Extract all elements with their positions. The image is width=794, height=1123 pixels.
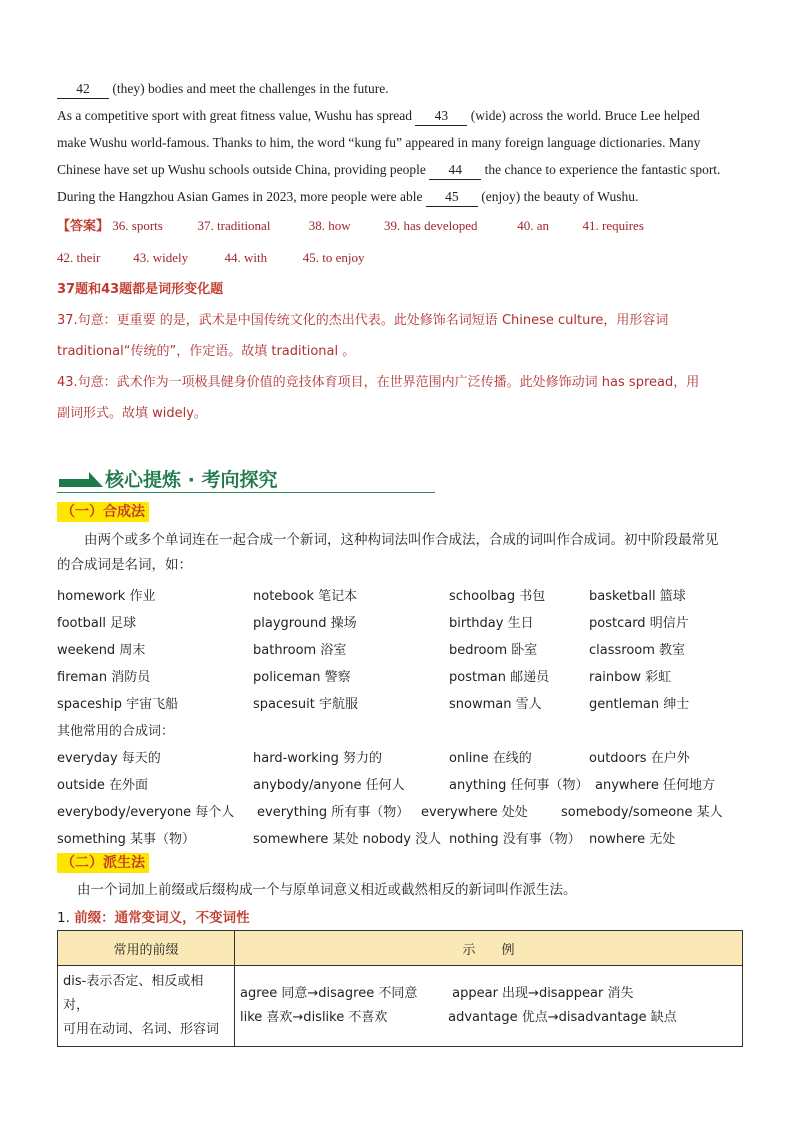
example-item: agree 同意→disagree 不同意	[240, 986, 418, 1001]
example-item: appear 出现→disappear 消失	[452, 986, 634, 1001]
section-triangle-icon	[89, 472, 103, 487]
word-item: nowhere 无处	[589, 832, 676, 847]
word-item: postman 邮递员	[449, 670, 550, 685]
section-header	[57, 462, 435, 493]
part2-intro: 由一个词加上前缀或后缀构成一个与原单词意义相近或截然相反的新词叫作派生法。	[77, 882, 577, 898]
answer-item: 42. their	[57, 250, 101, 265]
prefix-cell	[58, 966, 235, 1047]
word-item: notebook 笔记本	[253, 589, 358, 604]
word-item: everybody/everyone 每个人	[57, 805, 235, 820]
word-item: somewhere 某处 nobody 没人	[253, 832, 442, 847]
answers-label: 【答案】	[57, 218, 110, 233]
part1-intro	[57, 528, 747, 578]
answers-row-1	[57, 217, 747, 235]
word-item: nothing 没有事（物）	[449, 832, 581, 847]
answer-item: 41. requires	[582, 218, 644, 233]
subheading-number: 1.	[57, 910, 70, 926]
answer-item: 36. sports	[112, 218, 163, 233]
grid-row	[57, 585, 747, 612]
grid-row	[57, 720, 747, 747]
note-43-line-2: 副词形式。故填 widely。	[57, 406, 207, 421]
grid-row	[57, 666, 747, 693]
answers-row-2	[57, 249, 747, 267]
grid-row	[57, 612, 747, 639]
word-item: anybody/anyone 任何人	[253, 778, 405, 793]
word-item: everything 所有事（物）	[257, 805, 410, 820]
example-line	[240, 982, 737, 1006]
grid-row	[57, 693, 747, 720]
table-row	[58, 966, 743, 1047]
blank-43: 43	[415, 107, 467, 126]
prefix-table	[57, 930, 743, 1047]
answer-item: 39. has developed	[384, 218, 478, 233]
example-item: advantage 优点→disadvantage 缺点	[448, 1010, 677, 1025]
blank-42: 42	[57, 80, 109, 99]
word-item: somebody/someone 某人	[561, 805, 723, 820]
note-37-line-2: traditional“传统的”，作定语。故填 traditional 。	[57, 344, 356, 359]
other-compounds-label: 其他常用的合成词：	[57, 724, 175, 739]
word-item: football 足球	[57, 616, 137, 631]
word-item: outdoors 在户外	[589, 751, 690, 766]
passage-line-4	[57, 161, 747, 180]
passage-line-2	[57, 107, 747, 126]
passage-text: Chinese have set up Wushu schools outside China, providing people	[57, 162, 426, 177]
word-item: hard-working 努力的	[253, 751, 382, 766]
passage-line-3: make Wushu world-famous. Thanks to him, the word “kung fu” appeared in many foreign language dictionaries. Many	[57, 135, 701, 150]
blank-44: 44	[429, 161, 481, 180]
example-cell	[235, 966, 743, 1047]
word-item: rainbow 彩虹	[589, 670, 672, 685]
word-item: policeman 警察	[253, 670, 351, 685]
word-item: basketball 篮球	[589, 589, 686, 604]
passage-text: During the Hangzhou Asian Games in 2023, more people were able	[57, 189, 423, 204]
note-43-line-1: 43.句意：武术作为一项极具健身价值的竞技体育项目，在世界范围内广泛传播。此处修饰动词 has spread，用	[57, 375, 700, 390]
grid-row	[57, 801, 747, 828]
part2-label: （二）派生法	[57, 853, 149, 873]
table-header-row	[58, 931, 743, 966]
passage-text: (wide) across the world. Bruce Lee helped	[470, 108, 700, 123]
example-line	[240, 1006, 737, 1030]
passage-line-1	[57, 80, 747, 99]
word-item: playground 操场	[253, 616, 357, 631]
prefix-line: dis-表示否定、相反或相对，	[63, 974, 204, 1013]
answer-item: 38. how	[308, 218, 351, 233]
word-item: something 某事（物）	[57, 832, 195, 847]
prefix-line: 可用在动词、名词、形容词	[63, 1022, 220, 1037]
word-item: everywhere 处处	[421, 805, 528, 820]
word-item: bedroom 卧室	[449, 643, 538, 658]
note-37-line-1: 37.句意：更重要 的是，武术是中国传统文化的杰出代表。此处修饰名词短语 Chinese culture，用形容词	[57, 313, 669, 328]
grid-row	[57, 639, 747, 666]
word-item: schoolbag 书包	[449, 589, 546, 604]
word-item: outside 在外面	[57, 778, 149, 793]
word-item: gentleman 绅士	[589, 697, 690, 712]
answer-item: 45. to enjoy	[302, 250, 365, 265]
passage-text: (enjoy) the beauty of Wushu.	[481, 189, 639, 204]
passage-line-5	[57, 188, 747, 207]
word-item: postcard 明信片	[589, 616, 689, 631]
section-bar-icon	[59, 479, 89, 487]
word-item: online 在线的	[449, 751, 532, 766]
section-title: 核心提炼 · 考向探究	[105, 469, 278, 491]
word-item: weekend 周末	[57, 643, 146, 658]
blank-45: 45	[426, 188, 478, 207]
passage-text: the chance to experience the fantastic sport.	[484, 162, 721, 177]
word-item: classroom 教室	[589, 643, 686, 658]
word-item: spaceship 宇宙飞船	[57, 697, 179, 712]
passage-text: As a competitive sport with great fitness value, Wushu has spread	[57, 108, 413, 123]
grid-row	[57, 747, 747, 774]
part1-intro-line-1: 由两个或多个单词连在一起合成一个新词，这种构词法叫作合成法，合成的词叫作合成词。初中阶段最常见	[84, 532, 719, 548]
table-header-example: 示 例	[235, 931, 743, 966]
answer-item: 40. an	[517, 218, 550, 233]
example-item: like 喜欢→dislike 不喜欢	[240, 1010, 388, 1025]
word-item: fireman 消防员	[57, 670, 151, 685]
word-item: snowman 雪人	[449, 697, 542, 712]
notes-heading: 37题和43题都是词形变化题	[57, 282, 224, 297]
word-item: everyday 每天的	[57, 751, 161, 766]
word-item: homework 作业	[57, 589, 156, 604]
word-item: bathroom 浴室	[253, 643, 347, 658]
prefix-subheading	[57, 906, 250, 926]
word-item: spacesuit 宇航服	[253, 697, 358, 712]
answer-item: 44. with	[224, 250, 268, 265]
word-item: anywhere 任何地方	[595, 778, 715, 793]
subheading-title: 前缀：通常变词义，不变词性	[74, 910, 250, 926]
compound-nouns-grid	[57, 585, 747, 855]
table-header-prefix: 常用的前缀	[58, 931, 235, 966]
word-item: birthday 生日	[449, 616, 534, 631]
answer-item: 37. traditional	[197, 218, 271, 233]
passage-text: (they) bodies and meet the challenges in the future.	[112, 81, 389, 96]
grid-row	[57, 828, 747, 855]
part1-intro-line-2: 的合成词是名词，如：	[57, 557, 192, 573]
part1-label: （一）合成法	[57, 502, 149, 522]
grid-row	[57, 774, 747, 801]
word-item: anything 任何事（物）	[449, 778, 589, 793]
answer-item: 43. widely	[133, 250, 189, 265]
